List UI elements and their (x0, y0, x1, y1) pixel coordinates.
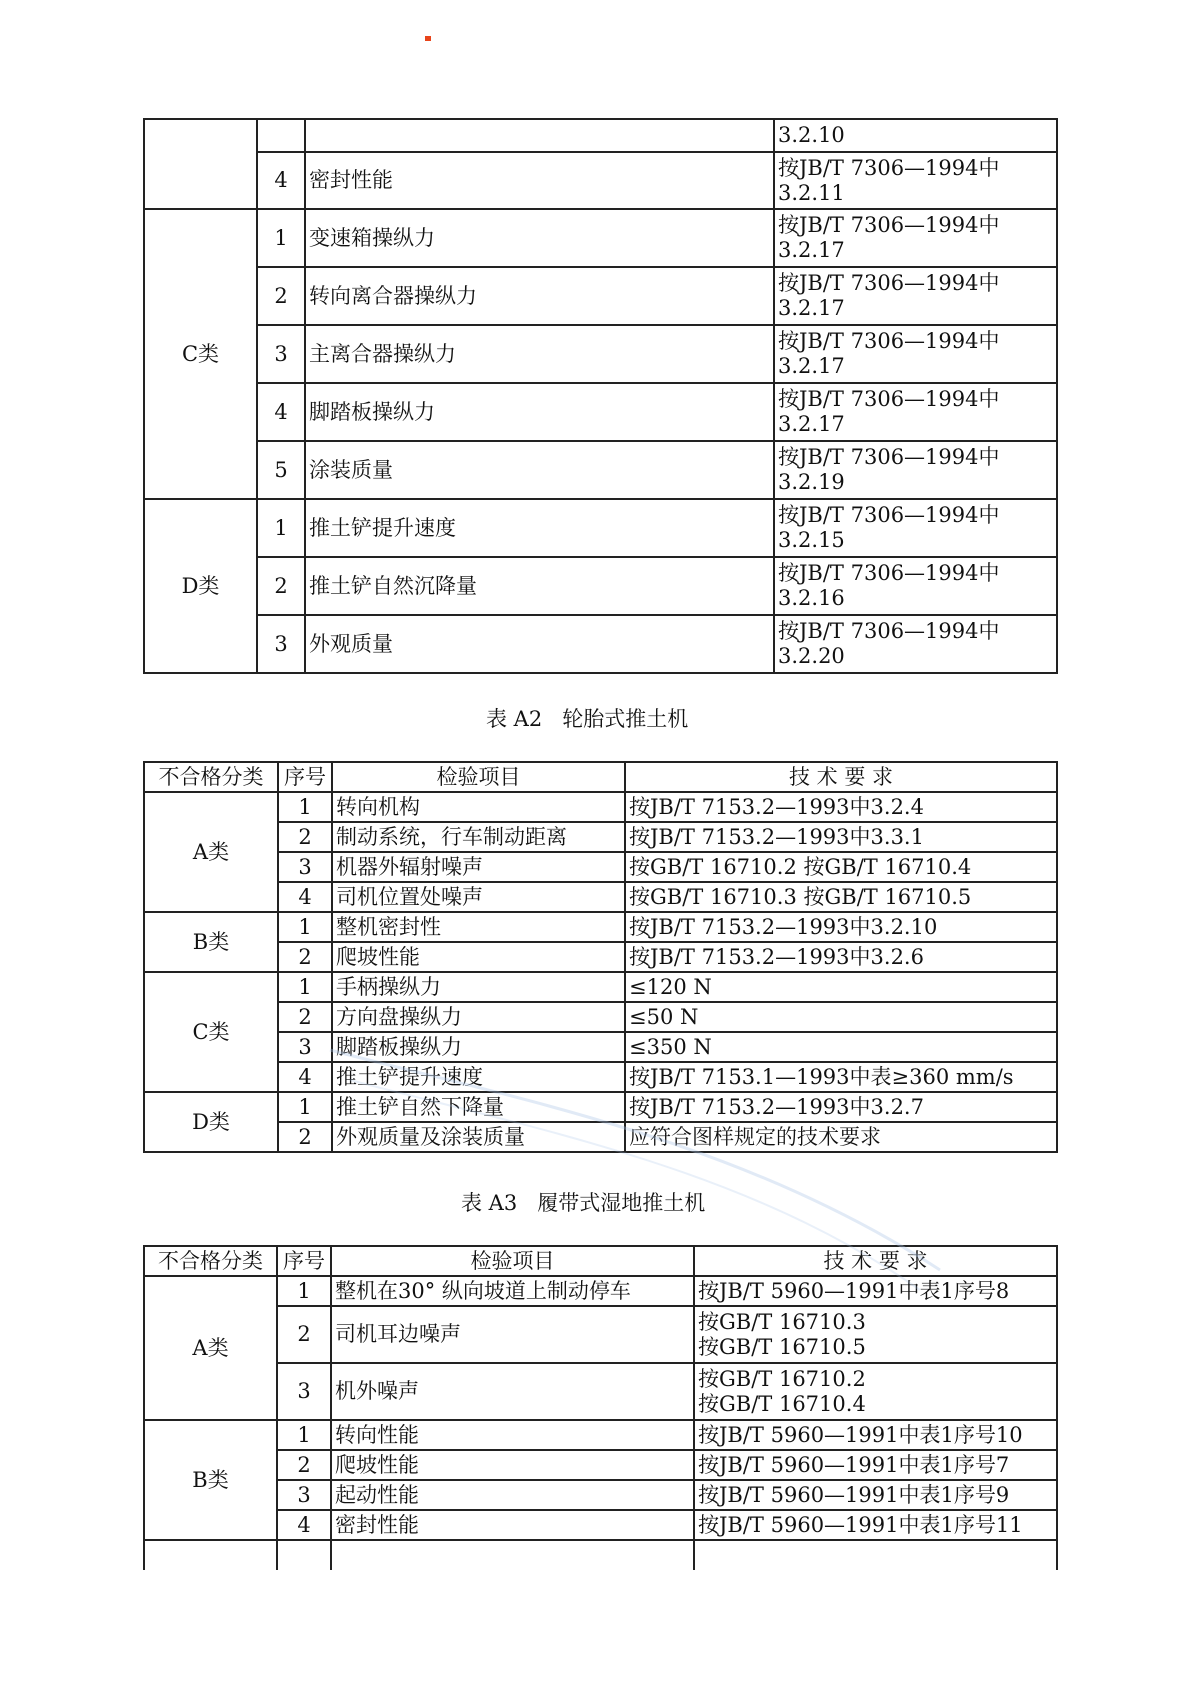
table-row (144, 912, 1057, 942)
table-row (144, 1363, 1057, 1420)
requirement-line: 按JB/T 7306—1994中 (778, 619, 1000, 643)
requirement-cell (694, 1363, 1057, 1420)
table-row (144, 1062, 1057, 1092)
inspection-item: 司机位置处噪声 (332, 882, 625, 912)
requirement-line: 按JB/T 7306—1994中 (778, 271, 1000, 295)
row-number: 4 (257, 383, 305, 441)
row-number: 1 (278, 972, 332, 1002)
requirement-line: 3.2.20 (778, 644, 845, 668)
row-number: 1 (277, 1276, 331, 1306)
header-number: 序号 (278, 762, 332, 792)
category-cell: C类 (144, 972, 278, 1092)
table-a3 (143, 1245, 1058, 1570)
category-cell: D类 (144, 499, 257, 673)
table-row (144, 441, 1057, 499)
inspection-item: 转向性能 (331, 1420, 694, 1450)
requirement-line: 3.2.11 (778, 180, 845, 205)
table-row (144, 383, 1057, 441)
table-row (144, 1122, 1057, 1152)
row-number: 4 (278, 882, 332, 912)
table-top (143, 118, 1058, 674)
requirement-cell: 按JB/T 7153.2—1993中3.2.4 (625, 792, 1057, 822)
table-row (144, 1276, 1057, 1306)
requirement-line: 按JB/T 7306—1994中 (778, 329, 1000, 353)
category-cell: A类 (144, 792, 278, 912)
requirement-cell: 应符合图样规定的技术要求 (625, 1122, 1057, 1152)
header-requirement: 技 术 要 求 (694, 1246, 1057, 1276)
header-number: 序号 (277, 1246, 331, 1276)
inspection-item: 推土铲自然沉降量 (305, 557, 774, 615)
header-category: 不合格分类 (144, 762, 278, 792)
row-number: 3 (277, 1363, 331, 1420)
requirement-cell: 按GB/T 16710.3 按GB/T 16710.5 (625, 882, 1057, 912)
table-row (144, 1092, 1057, 1122)
requirement-cell: 按JB/T 7153.1—1993中表≥360 mm/s (625, 1062, 1057, 1092)
requirement-line: 按GB/T 16710.2 (698, 1366, 866, 1391)
requirement-line: 按GB/T 16710.3 (698, 1309, 866, 1334)
empty-cell (277, 1540, 331, 1570)
row-number: 4 (277, 1510, 331, 1540)
inspection-item: 脚踏板操纵力 (332, 1032, 625, 1062)
requirement-cell (774, 557, 1057, 615)
header-item: 检验项目 (332, 762, 625, 792)
table-row (144, 822, 1057, 852)
requirement-cell: ≤350 N (625, 1032, 1057, 1062)
requirement-line: 按JB/T 7306—1994中 (778, 561, 1000, 585)
inspection-item: 机器外辐射噪声 (332, 852, 625, 882)
requirement-cell (694, 1510, 1057, 1540)
row-number (257, 119, 305, 152)
empty-cell (144, 1540, 277, 1570)
empty-cell (331, 1540, 694, 1570)
category-cell (144, 119, 257, 209)
requirement-cell (694, 1480, 1057, 1510)
inspection-item: 整机密封性 (332, 912, 625, 942)
inspection-item: 整机在30° 纵向坡道上制动停车 (331, 1276, 694, 1306)
table-a3-caption: 表 A3 履带式湿地推土机 (461, 1191, 706, 1215)
inspection-item: 脚踏板操纵力 (305, 383, 774, 441)
inspection-item: 转向机构 (332, 792, 625, 822)
table-a2 (143, 761, 1058, 1153)
inspection-item: 推土铲提升速度 (305, 499, 774, 557)
requirement-cell (774, 325, 1057, 383)
requirement-cell (774, 267, 1057, 325)
requirement-cell: 按JB/T 7153.2—1993中3.3.1 (625, 822, 1057, 852)
row-number: 3 (277, 1480, 331, 1510)
requirement-cell (774, 119, 1057, 152)
inspection-item: 制动系统，行车制动距离 (332, 822, 625, 852)
header-item: 检验项目 (331, 1246, 694, 1276)
table-row (144, 1306, 1057, 1363)
table-row (144, 119, 1057, 152)
table-row (144, 1032, 1057, 1062)
requirement-cell (774, 209, 1057, 267)
category-cell: B类 (144, 1420, 277, 1540)
row-number: 2 (277, 1450, 331, 1480)
requirement-line: 按JB/T 7306—1994中 (778, 445, 1000, 469)
inspection-item: 推土铲自然下降量 (332, 1092, 625, 1122)
inspection-item: 手柄操纵力 (332, 972, 625, 1002)
inspection-item: 司机耳边噪声 (331, 1306, 694, 1363)
row-number: 2 (278, 822, 332, 852)
requirement-cell: 按JB/T 7153.2—1993中3.2.7 (625, 1092, 1057, 1122)
table-row (144, 1480, 1057, 1510)
row-number: 1 (278, 792, 332, 822)
inspection-item: 机外噪声 (331, 1363, 694, 1420)
requirement-line: 按JB/T 5960—1991中表1序号10 (698, 1422, 1023, 1447)
category-cell: B类 (144, 912, 278, 972)
table-row (144, 882, 1057, 912)
table-row (144, 267, 1057, 325)
inspection-item: 外观质量及涂装质量 (332, 1122, 625, 1152)
table-row (144, 209, 1057, 267)
red-mark (425, 36, 431, 41)
row-number: 2 (257, 267, 305, 325)
requirement-cell (694, 1420, 1057, 1450)
requirement-line: 3.2.15 (778, 528, 845, 552)
requirement-cell (774, 441, 1057, 499)
table-header-row (144, 762, 1057, 792)
requirement-cell (774, 615, 1057, 673)
requirement-line: 按JB/T 5960—1991中表1序号9 (698, 1482, 1010, 1507)
inspection-item: 推土铲提升速度 (332, 1062, 625, 1092)
requirement-line: 按GB/T 16710.4 (698, 1391, 866, 1416)
row-number: 5 (257, 441, 305, 499)
row-number: 4 (278, 1062, 332, 1092)
requirement-cell (694, 1450, 1057, 1480)
inspection-item: 方向盘操纵力 (332, 1002, 625, 1032)
requirement-line: 3.2.17 (778, 354, 845, 378)
row-number: 2 (278, 942, 332, 972)
row-number: 3 (257, 615, 305, 673)
inspection-item: 爬坡性能 (331, 1450, 694, 1480)
table-row (144, 942, 1057, 972)
inspection-item: 涂装质量 (305, 441, 774, 499)
inspection-item: 密封性能 (305, 152, 774, 209)
row-number: 4 (257, 152, 305, 209)
requirement-line: 按JB/T 5960—1991中表1序号11 (698, 1512, 1023, 1537)
category-cell: A类 (144, 1276, 277, 1420)
row-number: 2 (257, 557, 305, 615)
table-row (144, 499, 1057, 557)
table-header-row (144, 1246, 1057, 1276)
row-number: 3 (278, 1032, 332, 1062)
table-row (144, 152, 1057, 209)
row-number: 2 (277, 1306, 331, 1363)
requirement-line: 按JB/T 5960—1991中表1序号8 (698, 1278, 1010, 1303)
row-number: 2 (278, 1122, 332, 1152)
requirement-cell: ≤120 N (625, 972, 1057, 1002)
header-category: 不合格分类 (144, 1246, 277, 1276)
requirement-line: 3.2.17 (778, 238, 845, 262)
requirement-line: 3.2.16 (778, 586, 845, 610)
requirement-line: 3.2.17 (778, 296, 845, 320)
row-number: 1 (257, 499, 305, 557)
row-number: 1 (278, 912, 332, 942)
requirement-line: 3.2.17 (778, 412, 845, 436)
requirement-cell (694, 1276, 1057, 1306)
requirement-line: 3.2.19 (778, 470, 845, 494)
inspection-item: 变速箱操纵力 (305, 209, 774, 267)
table-row (144, 792, 1057, 822)
empty-cell (694, 1540, 1057, 1570)
inspection-item (305, 119, 774, 152)
table-row (144, 557, 1057, 615)
requirement-cell (774, 383, 1057, 441)
requirement-cell: 按JB/T 7153.2—1993中3.2.10 (625, 912, 1057, 942)
row-number: 1 (278, 1092, 332, 1122)
requirement-line: 按JB/T 7306—1994中 (778, 503, 1000, 527)
inspection-item: 主离合器操纵力 (305, 325, 774, 383)
requirement-cell (694, 1306, 1057, 1363)
table-row (144, 1420, 1057, 1450)
inspection-item: 起动性能 (331, 1480, 694, 1510)
requirement-line: 按JB/T 5960—1991中表1序号7 (698, 1452, 1010, 1477)
inspection-item: 外观质量 (305, 615, 774, 673)
row-number: 3 (257, 325, 305, 383)
inspection-item: 转向离合器操纵力 (305, 267, 774, 325)
header-requirement: 技 术 要 求 (625, 762, 1057, 792)
requirement-line: 按JB/T 7306—1994中 (778, 155, 1000, 180)
requirement-line: 按JB/T 7306—1994中 (778, 213, 1000, 237)
requirement-line: 按GB/T 16710.5 (698, 1334, 866, 1359)
requirement-cell: ≤50 N (625, 1002, 1057, 1032)
table-row (144, 325, 1057, 383)
inspection-item: 爬坡性能 (332, 942, 625, 972)
requirement-cell (774, 152, 1057, 209)
row-number: 3 (278, 852, 332, 882)
row-number: 2 (278, 1002, 332, 1032)
requirement-cell (774, 499, 1057, 557)
table-row (144, 1510, 1057, 1540)
table-row (144, 972, 1057, 1002)
table-row (144, 1540, 1057, 1570)
category-cell: D类 (144, 1092, 278, 1152)
table-row (144, 1450, 1057, 1480)
inspection-item: 密封性能 (331, 1510, 694, 1540)
row-number: 1 (277, 1420, 331, 1450)
requirement-cell: 按GB/T 16710.2 按GB/T 16710.4 (625, 852, 1057, 882)
table-a2-caption: 表 A2 轮胎式推土机 (486, 707, 689, 731)
row-number: 1 (257, 209, 305, 267)
table-row (144, 852, 1057, 882)
requirement-line: 3.2.10 (778, 123, 845, 147)
category-cell: C类 (144, 209, 257, 499)
table-row (144, 615, 1057, 673)
requirement-line: 按JB/T 7306—1994中 (778, 387, 1000, 411)
table-row (144, 1002, 1057, 1032)
requirement-cell: 按JB/T 7153.2—1993中3.2.6 (625, 942, 1057, 972)
